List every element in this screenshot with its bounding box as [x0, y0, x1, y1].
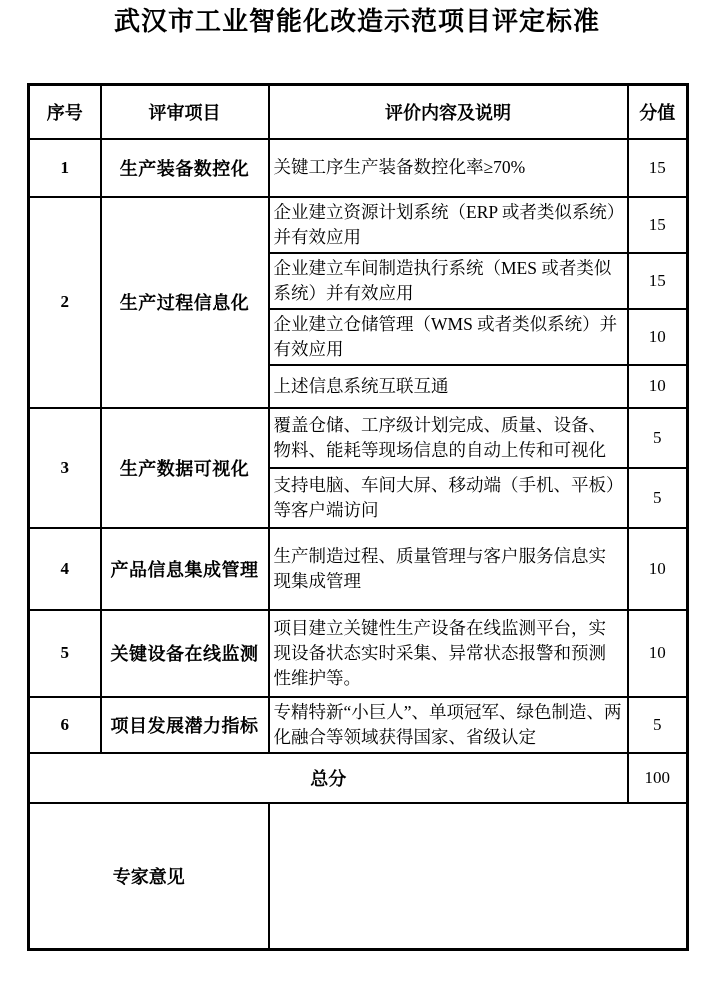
- row-score: 15: [628, 139, 688, 197]
- expert-opinion-content-cell: [269, 803, 688, 950]
- row-score: 10: [628, 309, 688, 365]
- total-score: 100: [628, 753, 688, 803]
- row-desc: 企业建立资源计划系统（ERP 或者类似系统）并有效应用: [269, 197, 628, 253]
- row-desc: 关键工序生产装备数控化率≥70%: [269, 139, 628, 197]
- table-header-row: [29, 85, 688, 139]
- row-score: 10: [628, 365, 688, 408]
- document-title: 武汉市工业智能化改造示范项目评定标准: [113, 7, 600, 36]
- row-score: 10: [628, 528, 688, 610]
- row-item: 生产装备数控化: [101, 139, 269, 197]
- row-no: 3: [29, 408, 101, 528]
- row-desc: 专精特新“小巨人”、单项冠军、绿色制造、两化融合等领域获得国家、省级认定: [269, 697, 628, 753]
- header-score: 分值: [628, 85, 688, 139]
- table-row: [29, 197, 688, 253]
- expert-opinion-row: [29, 803, 688, 950]
- row-item: 生产数据可视化: [101, 408, 269, 528]
- expert-opinion-label: 专家意见: [29, 803, 269, 950]
- row-desc: 企业建立车间制造执行系统（MES 或者类似系统）并有效应用: [269, 253, 628, 309]
- table-row: [29, 528, 688, 610]
- evaluation-criteria-table: [27, 83, 689, 951]
- table-row: [29, 697, 688, 753]
- row-no: 2: [29, 197, 101, 408]
- row-score: 15: [628, 197, 688, 253]
- row-no: 6: [29, 697, 101, 753]
- row-item: 项目发展潜力指标: [101, 697, 269, 753]
- row-item: 产品信息集成管理: [101, 528, 269, 610]
- row-no: 4: [29, 528, 101, 610]
- row-score: 5: [628, 468, 688, 528]
- row-score: 5: [628, 408, 688, 468]
- row-desc: 企业建立仓储管理（WMS 或者类似系统）并有效应用: [269, 309, 628, 365]
- row-desc: 生产制造过程、质量管理与客户服务信息实现集成管理: [269, 528, 628, 610]
- table-row: [29, 139, 688, 197]
- row-score: 5: [628, 697, 688, 753]
- row-desc: 上述信息系统互联互通: [269, 365, 628, 408]
- total-row: [29, 753, 688, 803]
- row-desc: 支持电脑、车间大屏、移动端（手机、平板）等客户端访问: [269, 468, 628, 528]
- row-desc: 项目建立关键性生产设备在线监测平台，实现设备状态实时采集、异常状态报警和预测性维护等。: [269, 610, 628, 697]
- row-item: 关键设备在线监测: [101, 610, 269, 697]
- row-item: 生产过程信息化: [101, 197, 269, 408]
- table-row: [29, 610, 688, 697]
- table-row: [29, 408, 688, 468]
- header-desc: 评价内容及说明: [269, 85, 628, 139]
- row-no: 5: [29, 610, 101, 697]
- row-no: 1: [29, 139, 101, 197]
- row-score: 10: [628, 610, 688, 697]
- total-label: 总分: [29, 753, 628, 803]
- row-score: 15: [628, 253, 688, 309]
- header-item: 评审项目: [101, 85, 269, 139]
- header-no: 序号: [29, 85, 101, 139]
- row-desc: 覆盖仓储、工序级计划完成、质量、设备、物料、能耗等现场信息的自动上传和可视化: [269, 408, 628, 468]
